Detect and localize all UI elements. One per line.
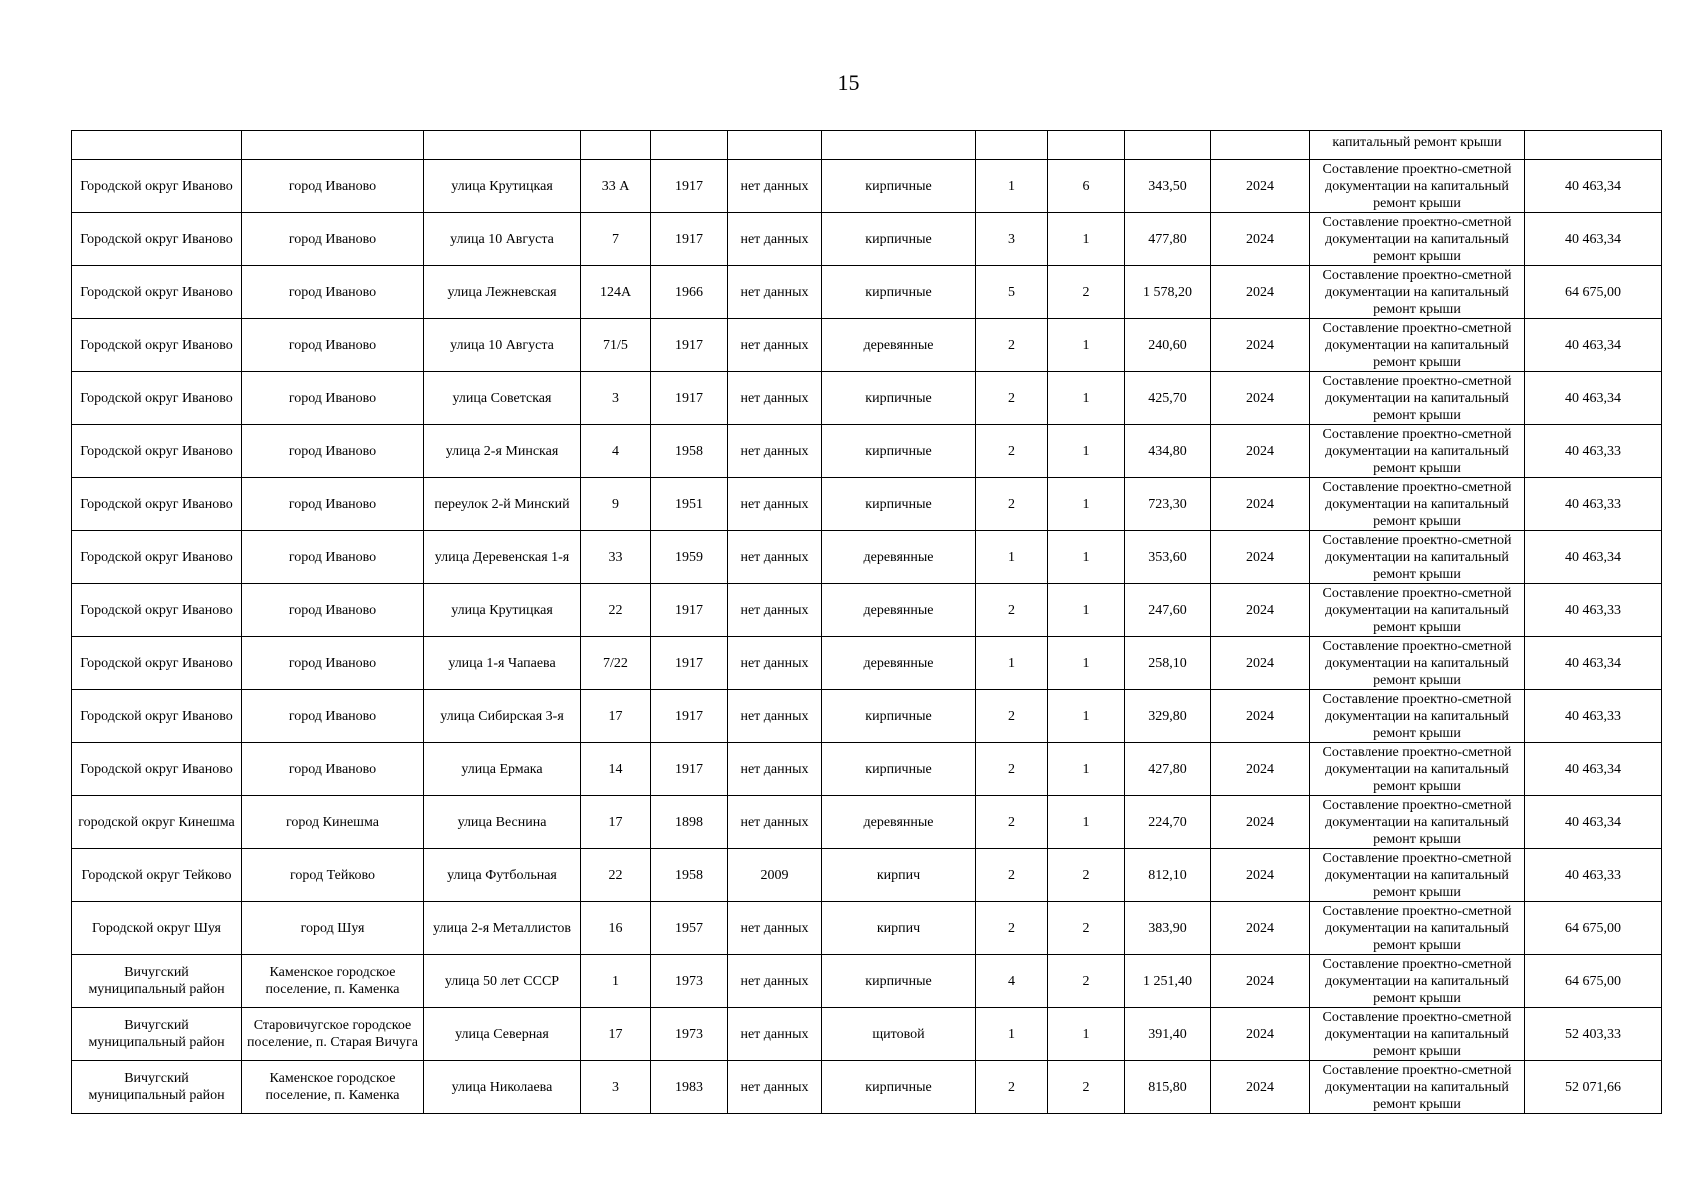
cell-area: 477,80: [1125, 213, 1211, 266]
table-row: [72, 160, 1662, 213]
cell-cost: 40 463,34: [1525, 531, 1662, 584]
cell-walls: кирпичные: [822, 266, 976, 319]
table-row: [72, 1061, 1662, 1114]
cell-walls: деревянные: [822, 796, 976, 849]
cell-street: улица Лежневская: [424, 266, 581, 319]
cell-work: Составление проектно-сметной документации на капитальный ремонт крыши: [1310, 743, 1525, 796]
cell-entrances: 2: [1048, 902, 1125, 955]
cell-settlement: Каменское городское поселение, п. Каменка: [242, 1061, 424, 1114]
cell-entrances: 1: [1048, 425, 1125, 478]
cell-work: Составление проектно-сметной документации на капитальный ремонт крыши: [1310, 849, 1525, 902]
cell-house: 17: [581, 796, 651, 849]
cell-cost: 40 463,34: [1525, 213, 1662, 266]
cell-entrances: 1: [1048, 1008, 1125, 1061]
cell-cost: 40 463,34: [1525, 743, 1662, 796]
cell-entrances: 2: [1048, 1061, 1125, 1114]
cell-work: Составление проектно-сметной документации на капитальный ремонт крыши: [1310, 902, 1525, 955]
cell-built: 1951: [651, 478, 728, 531]
cell-last-repair: нет данных: [728, 372, 822, 425]
cell-built: 1917: [651, 213, 728, 266]
cell-last-repair: нет данных: [728, 955, 822, 1008]
cell-floors: 2: [976, 319, 1048, 372]
cell-area: 240,60: [1125, 319, 1211, 372]
cell-work: [1310, 131, 1525, 160]
cell-entrances: 1: [1048, 531, 1125, 584]
cell-entrances: 1: [1048, 319, 1125, 372]
cell-built: 1898: [651, 796, 728, 849]
cell-walls: кирпичные: [822, 743, 976, 796]
cell-street: [424, 131, 581, 160]
cell-municipality: Городской округ Иваново: [72, 531, 242, 584]
cell-built: 1917: [651, 584, 728, 637]
cell-entrances: 1: [1048, 743, 1125, 796]
cell-street: улица Веснина: [424, 796, 581, 849]
cell-street: улица Крутицкая: [424, 160, 581, 213]
continuation-work-text: капитальный ремонт крыши: [1332, 134, 1502, 150]
cell-year: 2024: [1211, 1008, 1310, 1061]
cell-built: 1917: [651, 743, 728, 796]
cell-floors: 2: [976, 743, 1048, 796]
cell-street: улица Николаева: [424, 1061, 581, 1114]
table-row: [72, 266, 1662, 319]
cell-last-repair: нет данных: [728, 213, 822, 266]
cell-year: 2024: [1211, 743, 1310, 796]
cell-floors: 1: [976, 531, 1048, 584]
cell-floors: [976, 131, 1048, 160]
cell-cost: 64 675,00: [1525, 955, 1662, 1008]
cell-cost: 52 403,33: [1525, 1008, 1662, 1061]
cell-area: 258,10: [1125, 637, 1211, 690]
cell-walls: деревянные: [822, 584, 976, 637]
cell-year: 2024: [1211, 160, 1310, 213]
cell-built: 1958: [651, 849, 728, 902]
cell-house: 17: [581, 690, 651, 743]
cell-walls: кирпичные: [822, 160, 976, 213]
page-number: 15: [837, 70, 860, 95]
cell-last-repair: нет данных: [728, 902, 822, 955]
cell-built: 1917: [651, 372, 728, 425]
cell-last-repair: нет данных: [728, 425, 822, 478]
cell-cost: 64 675,00: [1525, 902, 1662, 955]
cell-year: 2024: [1211, 690, 1310, 743]
cell-street: улица 50 лет СССР: [424, 955, 581, 1008]
cell-built: 1917: [651, 637, 728, 690]
cell-house: 33 А: [581, 160, 651, 213]
cell-house: [581, 131, 651, 160]
cell-last-repair: 2009: [728, 849, 822, 902]
cell-street: улица 10 Августа: [424, 319, 581, 372]
cell-municipality: Городской округ Иваново: [72, 478, 242, 531]
cell-house: 3: [581, 372, 651, 425]
cell-entrances: 1: [1048, 478, 1125, 531]
cell-area: 1 578,20: [1125, 266, 1211, 319]
cell-floors: 1: [976, 637, 1048, 690]
cell-cost: 40 463,34: [1525, 637, 1662, 690]
cell-area: 434,80: [1125, 425, 1211, 478]
cell-cost: 40 463,33: [1525, 849, 1662, 902]
cell-municipality: Городской округ Иваново: [72, 637, 242, 690]
cell-municipality: Городской округ Иваново: [72, 266, 242, 319]
cell-year: 2024: [1211, 584, 1310, 637]
cell-floors: 2: [976, 584, 1048, 637]
cell-street: улица Северная: [424, 1008, 581, 1061]
cell-entrances: 6: [1048, 160, 1125, 213]
cell-area: 427,80: [1125, 743, 1211, 796]
cell-street: улица 10 Августа: [424, 213, 581, 266]
cell-floors: 1: [976, 160, 1048, 213]
cell-year: 2024: [1211, 478, 1310, 531]
cell-built: 1917: [651, 160, 728, 213]
cell-area: 329,80: [1125, 690, 1211, 743]
cell-municipality: Городской округ Иваново: [72, 372, 242, 425]
cell-cost: 52 071,66: [1525, 1061, 1662, 1114]
cell-work: Составление проектно-сметной документации на капитальный ремонт крыши: [1310, 478, 1525, 531]
cell-entrances: [1048, 131, 1125, 160]
cell-year: 2024: [1211, 849, 1310, 902]
cell-work: Составление проектно-сметной документации на капитальный ремонт крыши: [1310, 1008, 1525, 1061]
cell-street: переулок 2-й Минский: [424, 478, 581, 531]
cell-municipality: Городской округ Иваново: [72, 213, 242, 266]
cell-street: улица Ермака: [424, 743, 581, 796]
cell-work: Составление проектно-сметной документации на капитальный ремонт крыши: [1310, 372, 1525, 425]
cell-last-repair: нет данных: [728, 160, 822, 213]
cell-area: 425,70: [1125, 372, 1211, 425]
cell-settlement: город Иваново: [242, 478, 424, 531]
cell-last-repair: нет данных: [728, 584, 822, 637]
cell-floors: 2: [976, 478, 1048, 531]
cell-year: 2024: [1211, 425, 1310, 478]
cell-cost: 40 463,33: [1525, 425, 1662, 478]
cell-floors: 3: [976, 213, 1048, 266]
cell-work: Составление проектно-сметной документации на капитальный ремонт крыши: [1310, 319, 1525, 372]
cell-settlement: город Иваново: [242, 160, 424, 213]
table-row: [72, 1008, 1662, 1061]
cell-walls: кирпичные: [822, 372, 976, 425]
cell-floors: 2: [976, 1061, 1048, 1114]
cell-walls: кирпичные: [822, 425, 976, 478]
table-row: [72, 690, 1662, 743]
cell-built: [651, 131, 728, 160]
cell-area: 224,70: [1125, 796, 1211, 849]
cell-walls: кирпичные: [822, 955, 976, 1008]
cell-work: Составление проектно-сметной документации на капитальный ремонт крыши: [1310, 213, 1525, 266]
cell-settlement: город Тейково: [242, 849, 424, 902]
cell-municipality: Городской округ Тейково: [72, 849, 242, 902]
cell-work: Составление проектно-сметной документации на капитальный ремонт крыши: [1310, 637, 1525, 690]
cell-cost: 40 463,34: [1525, 160, 1662, 213]
cell-work: Составление проектно-сметной документации на капитальный ремонт крыши: [1310, 955, 1525, 1008]
cell-street: улица Футбольная: [424, 849, 581, 902]
cell-walls: кирпичные: [822, 478, 976, 531]
cell-entrances: 2: [1048, 955, 1125, 1008]
cell-year: 2024: [1211, 1061, 1310, 1114]
cell-last-repair: нет данных: [728, 1008, 822, 1061]
cell-house: 1: [581, 955, 651, 1008]
cell-cost: 40 463,33: [1525, 584, 1662, 637]
cell-built: 1966: [651, 266, 728, 319]
table-row: [72, 478, 1662, 531]
cell-entrances: 2: [1048, 266, 1125, 319]
cell-walls: деревянные: [822, 319, 976, 372]
cell-work: Составление проектно-сметной документации на капитальный ремонт крыши: [1310, 796, 1525, 849]
cell-last-repair: нет данных: [728, 478, 822, 531]
cell-walls: кирпичные: [822, 1061, 976, 1114]
cell-cost: 40 463,33: [1525, 478, 1662, 531]
cell-cost: 40 463,34: [1525, 319, 1662, 372]
cell-entrances: 1: [1048, 584, 1125, 637]
table-row: [72, 849, 1662, 902]
cell-last-repair: нет данных: [728, 743, 822, 796]
table-row: [72, 372, 1662, 425]
cell-floors: 5: [976, 266, 1048, 319]
cell-work: Составление проектно-сметной документации на капитальный ремонт крыши: [1310, 531, 1525, 584]
cell-year: 2024: [1211, 955, 1310, 1008]
cell-settlement: город Иваново: [242, 319, 424, 372]
cell-settlement: город Иваново: [242, 213, 424, 266]
cell-settlement: город Иваново: [242, 425, 424, 478]
cell-street: улица 1-я Чапаева: [424, 637, 581, 690]
cell-municipality: Вичугский муниципальный район: [72, 1008, 242, 1061]
cell-cost: [1525, 131, 1662, 160]
cell-street: улица Крутицкая: [424, 584, 581, 637]
cell-area: 247,60: [1125, 584, 1211, 637]
cell-area: [1125, 131, 1211, 160]
cell-built: 1917: [651, 319, 728, 372]
cell-area: 1 251,40: [1125, 955, 1211, 1008]
cell-area: 723,30: [1125, 478, 1211, 531]
cell-area: 343,50: [1125, 160, 1211, 213]
cell-work: Составление проектно-сметной документации на капитальный ремонт крыши: [1310, 690, 1525, 743]
cell-house: 16: [581, 902, 651, 955]
table-row: [72, 425, 1662, 478]
cell-house: 124А: [581, 266, 651, 319]
cell-built: 1917: [651, 690, 728, 743]
cell-house: 22: [581, 849, 651, 902]
cell-last-repair: нет данных: [728, 266, 822, 319]
cell-area: 812,10: [1125, 849, 1211, 902]
table-body: [72, 131, 1662, 1114]
cell-settlement: город Иваново: [242, 743, 424, 796]
cell-settlement: город Иваново: [242, 372, 424, 425]
cell-municipality: Вичугский муниципальный район: [72, 1061, 242, 1114]
cell-work: Составление проектно-сметной документации на капитальный ремонт крыши: [1310, 160, 1525, 213]
cell-settlement: [242, 131, 424, 160]
cell-settlement: город Иваново: [242, 531, 424, 584]
cell-year: 2024: [1211, 266, 1310, 319]
housing-repair-table: [71, 130, 1662, 1114]
cell-area: 353,60: [1125, 531, 1211, 584]
cell-built: 1958: [651, 425, 728, 478]
cell-house: 3: [581, 1061, 651, 1114]
continuation-row: [72, 131, 1662, 160]
cell-floors: 2: [976, 425, 1048, 478]
cell-house: 33: [581, 531, 651, 584]
cell-last-repair: нет данных: [728, 319, 822, 372]
cell-house: 22: [581, 584, 651, 637]
cell-last-repair: [728, 131, 822, 160]
cell-municipality: городской округ Кинешма: [72, 796, 242, 849]
cell-last-repair: нет данных: [728, 796, 822, 849]
table-row: [72, 902, 1662, 955]
cell-walls: кирпич: [822, 849, 976, 902]
cell-entrances: 1: [1048, 690, 1125, 743]
cell-built: 1973: [651, 955, 728, 1008]
cell-built: 1957: [651, 902, 728, 955]
cell-municipality: Городской округ Иваново: [72, 743, 242, 796]
cell-walls: кирпич: [822, 902, 976, 955]
cell-built: 1983: [651, 1061, 728, 1114]
cell-last-repair: нет данных: [728, 1061, 822, 1114]
cell-year: 2024: [1211, 902, 1310, 955]
cell-work: Составление проектно-сметной документации на капитальный ремонт крыши: [1310, 425, 1525, 478]
cell-house: 7: [581, 213, 651, 266]
cell-municipality: Городской округ Иваново: [72, 160, 242, 213]
cell-municipality: Вичугский муниципальный район: [72, 955, 242, 1008]
cell-settlement: город Иваново: [242, 690, 424, 743]
table-row: [72, 531, 1662, 584]
cell-walls: щитовой: [822, 1008, 976, 1061]
cell-walls: кирпичные: [822, 213, 976, 266]
cell-floors: 1: [976, 1008, 1048, 1061]
cell-walls: [822, 131, 976, 160]
table-row: [72, 955, 1662, 1008]
cell-work: Составление проектно-сметной документации на капитальный ремонт крыши: [1310, 1061, 1525, 1114]
cell-work: Составление проектно-сметной документации на капитальный ремонт крыши: [1310, 266, 1525, 319]
cell-cost: 64 675,00: [1525, 266, 1662, 319]
cell-built: 1959: [651, 531, 728, 584]
table-row: [72, 213, 1662, 266]
cell-year: 2024: [1211, 372, 1310, 425]
cell-street: улица Советская: [424, 372, 581, 425]
cell-floors: 2: [976, 849, 1048, 902]
cell-municipality: Городской округ Иваново: [72, 690, 242, 743]
cell-last-repair: нет данных: [728, 690, 822, 743]
cell-municipality: [72, 131, 242, 160]
cell-last-repair: нет данных: [728, 637, 822, 690]
cell-floors: 4: [976, 955, 1048, 1008]
cell-year: [1211, 131, 1310, 160]
cell-municipality: Городской округ Шуя: [72, 902, 242, 955]
cell-house: 7/22: [581, 637, 651, 690]
cell-cost: 40 463,34: [1525, 372, 1662, 425]
cell-built: 1973: [651, 1008, 728, 1061]
cell-street: улица 2-я Минская: [424, 425, 581, 478]
cell-year: 2024: [1211, 531, 1310, 584]
cell-settlement: город Иваново: [242, 266, 424, 319]
cell-settlement: город Иваново: [242, 637, 424, 690]
cell-house: 4: [581, 425, 651, 478]
cell-house: 14: [581, 743, 651, 796]
cell-work: Составление проектно-сметной документации на капитальный ремонт крыши: [1310, 584, 1525, 637]
cell-floors: 2: [976, 796, 1048, 849]
cell-area: 391,40: [1125, 1008, 1211, 1061]
cell-floors: 2: [976, 690, 1048, 743]
cell-year: 2024: [1211, 637, 1310, 690]
cell-last-repair: нет данных: [728, 531, 822, 584]
cell-street: улица Деревенская 1-я: [424, 531, 581, 584]
table-row: [72, 319, 1662, 372]
cell-year: 2024: [1211, 319, 1310, 372]
table-row: [72, 796, 1662, 849]
cell-settlement: город Шуя: [242, 902, 424, 955]
cell-municipality: Городской округ Иваново: [72, 319, 242, 372]
cell-year: 2024: [1211, 796, 1310, 849]
cell-floors: 2: [976, 902, 1048, 955]
cell-municipality: Городской округ Иваново: [72, 584, 242, 637]
cell-street: улица 2-я Металлистов: [424, 902, 581, 955]
cell-walls: деревянные: [822, 531, 976, 584]
cell-municipality: Городской округ Иваново: [72, 425, 242, 478]
cell-settlement: Каменское городское поселение, п. Каменка: [242, 955, 424, 1008]
cell-entrances: 2: [1048, 849, 1125, 902]
cell-entrances: 1: [1048, 213, 1125, 266]
cell-settlement: Старовичугское городское поселение, п. Старая Вичуга: [242, 1008, 424, 1061]
cell-settlement: город Иваново: [242, 584, 424, 637]
cell-area: 383,90: [1125, 902, 1211, 955]
cell-entrances: 1: [1048, 637, 1125, 690]
cell-cost: 40 463,33: [1525, 690, 1662, 743]
table-row: [72, 743, 1662, 796]
cell-house: 9: [581, 478, 651, 531]
cell-cost: 40 463,34: [1525, 796, 1662, 849]
cell-entrances: 1: [1048, 372, 1125, 425]
cell-street: улица Сибирская 3-я: [424, 690, 581, 743]
cell-walls: кирпичные: [822, 690, 976, 743]
cell-walls: деревянные: [822, 637, 976, 690]
table-row: [72, 584, 1662, 637]
cell-year: 2024: [1211, 213, 1310, 266]
table-row: [72, 637, 1662, 690]
cell-floors: 2: [976, 372, 1048, 425]
cell-house: 71/5: [581, 319, 651, 372]
cell-settlement: город Кинешма: [242, 796, 424, 849]
cell-area: 815,80: [1125, 1061, 1211, 1114]
cell-entrances: 1: [1048, 796, 1125, 849]
cell-house: 17: [581, 1008, 651, 1061]
